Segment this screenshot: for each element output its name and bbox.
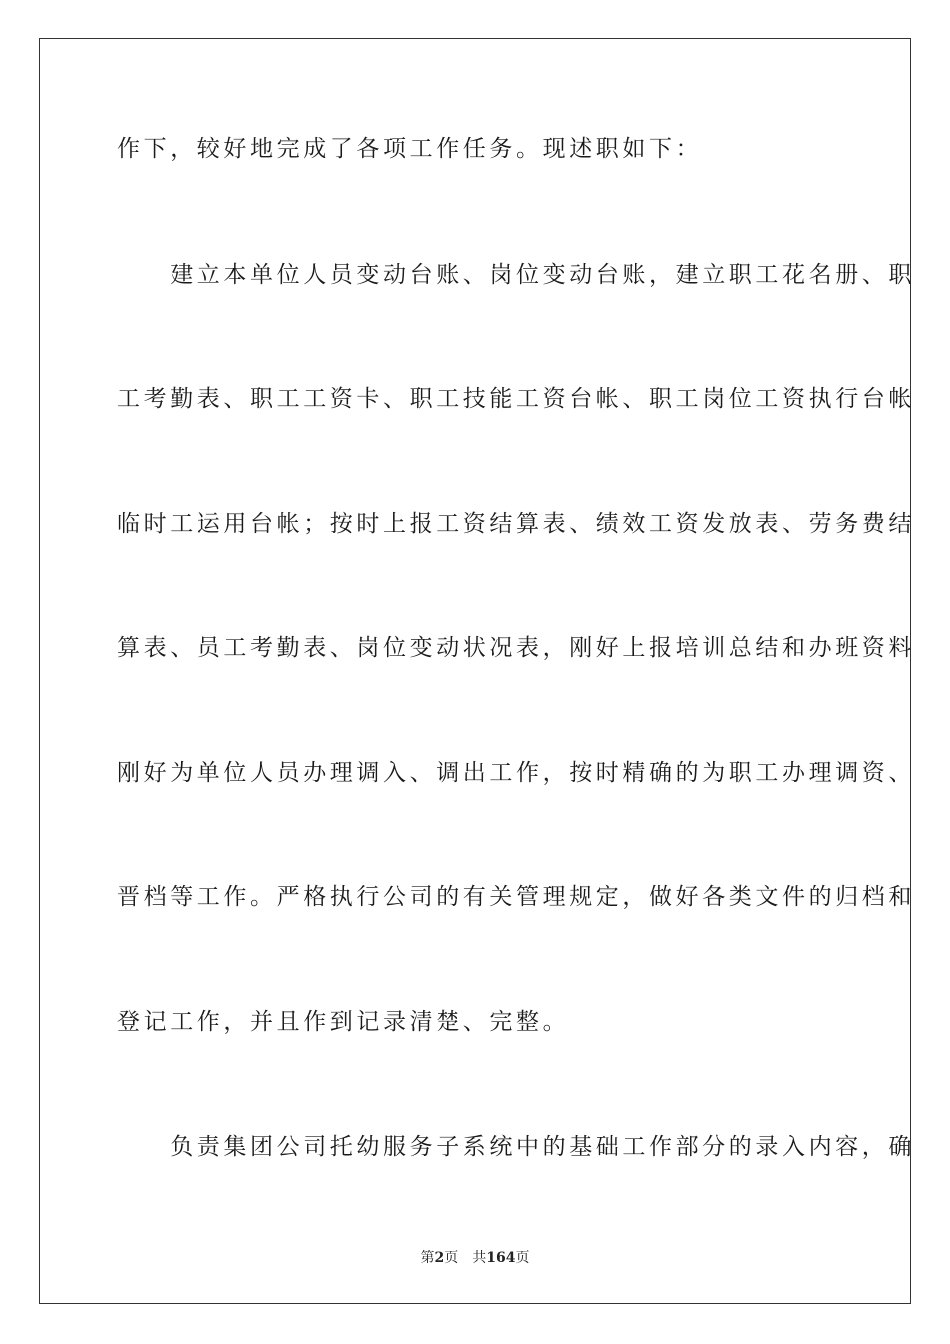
page-suffix: 页 (444, 1250, 459, 1266)
total-pages: 164 (486, 1250, 516, 1266)
text-line: 算表、员工考勤表、岗位变动状况表，刚好上报培训总结和办班资料 (117, 635, 915, 661)
total-prefix: 共 (472, 1250, 487, 1266)
text-line: 晋档等工作。严格执行公司的有关管理规定，做好各类文件的归档和 (117, 884, 915, 910)
page-footer (0, 1248, 950, 1268)
text-line: 临时工运用台帐；按时上报工资结算表、绩效工资发放表、劳务费结 (117, 511, 915, 537)
text-line: 工考勤表、职工工资卡、职工技能工资台帐、职工岗位工资执行台帐 (117, 386, 915, 412)
total-suffix: 页 (515, 1250, 530, 1266)
text-line: 负责集团公司托幼服务子系统中的基础工作部分的录入内容，确 (117, 1134, 915, 1160)
text-line: 登记工作，并且作到记录清楚、完整。 (117, 1009, 570, 1035)
page-number: 2 (434, 1250, 445, 1266)
text-line: 刚好为单位人员办理调入、调出工作，按时精确的为职工办理调资、 (117, 760, 915, 786)
page-prefix: 第 (420, 1250, 435, 1266)
page-border (39, 38, 915, 1304)
text-line: 建立本单位人员变动台账、岗位变动台账，建立职工花名册、职 (117, 262, 915, 288)
text-line: 作下，较好地完成了各项工作任务。现述职如下： (117, 136, 703, 162)
